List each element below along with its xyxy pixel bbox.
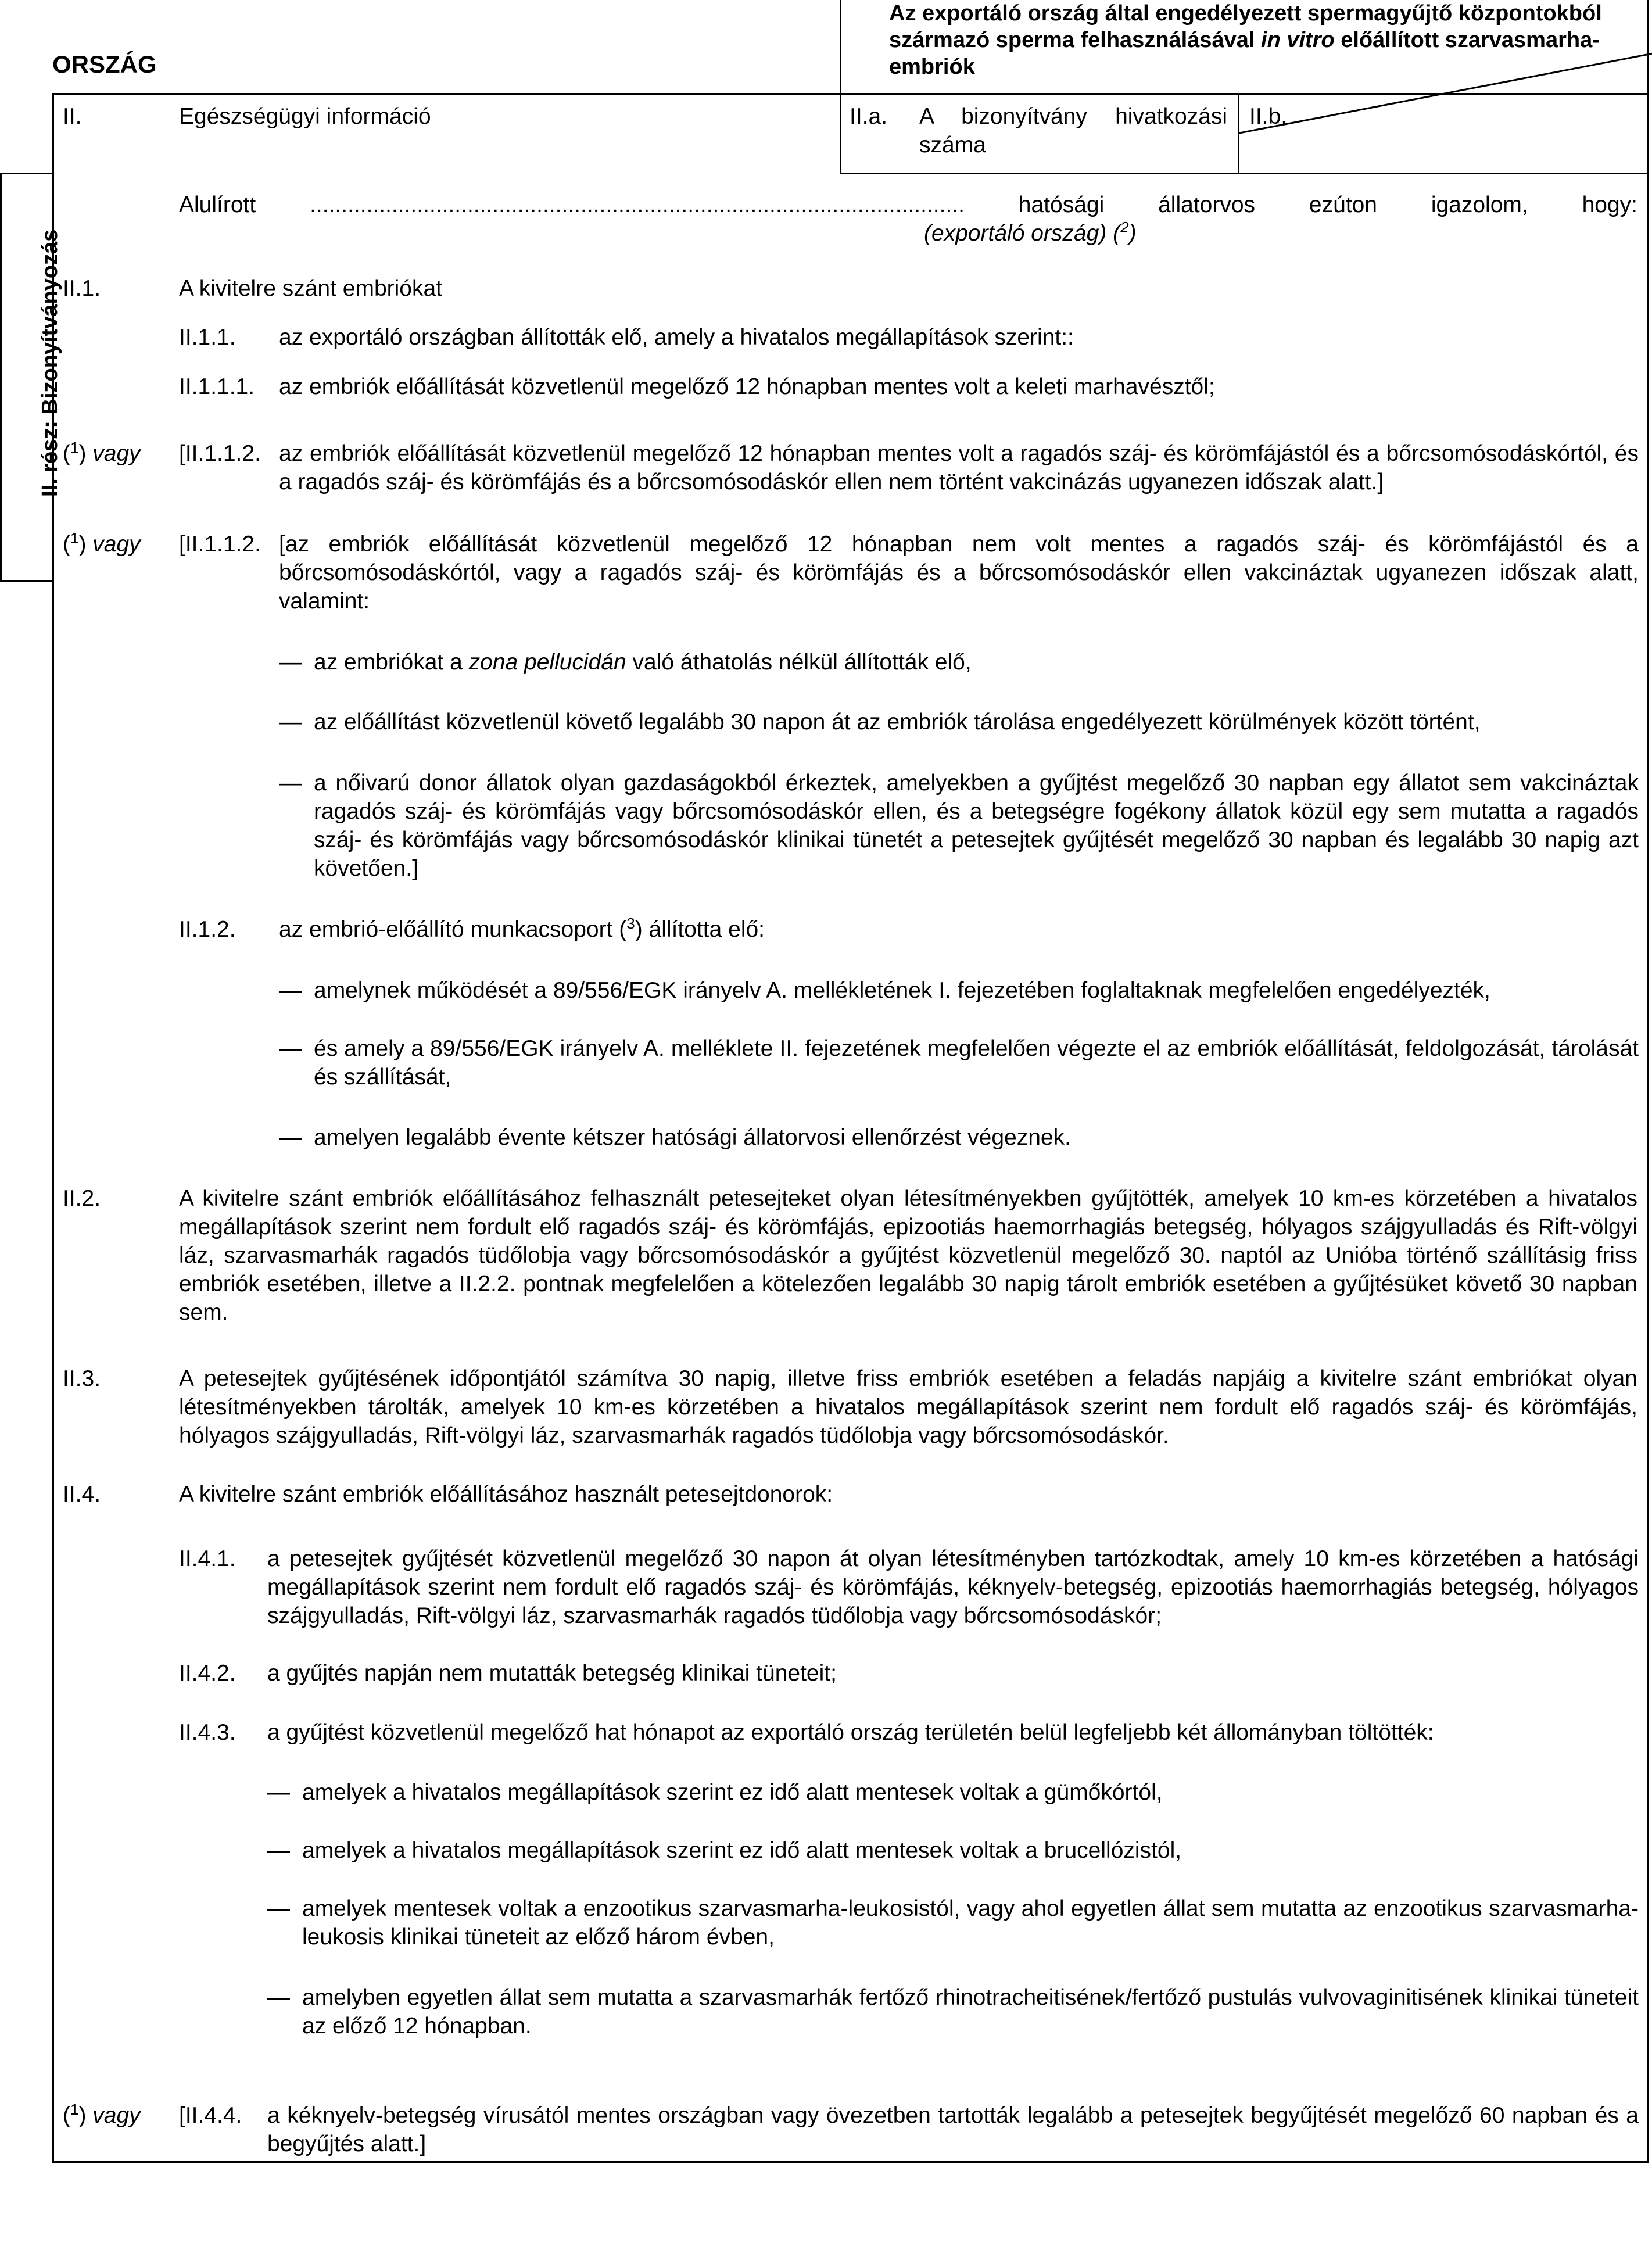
dash-marker: —	[279, 650, 302, 675]
certificate-title: Az exportáló ország által engedélyezett spermagyűjtő központokból származó sperma felhasználásával in vitro előállított szarvasmarha-embriók	[889, 1, 1602, 79]
item-id: [II.1.1.2.	[179, 441, 261, 466]
intro-sub: (exportáló ország) ($^2$)	[924, 218, 1137, 246]
item-text: az embriók előállítását közvetlenül megelőző 12 hónapban mentes volt a keleti marhavésztől;	[279, 374, 1215, 399]
item-text: a kéknyelv-betegség vírusától mentes országban vagy övezetben tartották legalább a petesejtek begyűjtését megelőző 60 napban és a begyűjtés alatt.]	[267, 2103, 1639, 2156]
dash-marker: —	[267, 1780, 290, 1805]
dash-marker: —	[267, 1838, 290, 1863]
dash-marker: —	[279, 1125, 302, 1150]
item-id: II.4.3.	[179, 1720, 236, 1745]
dash-item: amelyen legalább évente kétszer hatósági állatorvosi ellenőrzést végeznek.	[314, 1125, 1071, 1150]
item-id: II.2.	[63, 1186, 101, 1211]
dash-item: az előállítást közvetlenül követő legalább 30 napon át az embriók tárolása engedélyezett körülmények között történt,	[314, 710, 1481, 735]
dash-marker: —	[279, 771, 302, 796]
item-text: az embrió-előállító munkacsoport ($^3$) állította elő:	[279, 915, 765, 942]
option-marker: ($^1$) vagy	[63, 2101, 141, 2128]
dash-item: amelyben egyetlen állat sem mutatta a szarvasmarhák fertőző rhinotracheitisének/fertőző pustulás vulvovaginitisének klinikai tüneteit az előző 12 hónapban.	[302, 1985, 1639, 2038]
reference-label: II.a.	[850, 104, 888, 129]
item-text: a petesejtek gyűjtését közvetlenül megelőző 30 napon át olyan létesítményben tartózkodtak, amely 10 km-es körzetében a hatósági megállapítások szerint nem fordult elő ragadós száj- és körömfájás, kéknyelv-betegség, epizootiás haemorrhagiás betegség, hólyagos szájgyulladás, Rift-völgyi láz, szarvasmarhák ragadós tüdőlobja vagy bőrcsomósodáskór;	[267, 1546, 1639, 1628]
item-id: II.4.2.	[179, 1661, 236, 1686]
item-id: [II.4.4.	[179, 2103, 242, 2128]
item-text: a gyűjtés napján nem mutatták betegség klinikai tüneteit;	[267, 1661, 837, 1686]
reference-text: A bizonyítvány hivatkozási száma	[919, 104, 1227, 157]
item-id: II.4.1.	[179, 1546, 236, 1571]
dash-item: amelyek a hivatalos megállapítások szerint ez idő alatt mentesek voltak a brucellózistól,	[302, 1838, 1182, 1863]
item-id: II.1.1.1.	[179, 374, 255, 399]
country-label: ORSZÁG	[52, 51, 157, 78]
dash-item: az embriókat a zona pellucidán való áthatolás nélkül állították elő,	[314, 650, 972, 675]
item-id: II.1.1.	[179, 325, 236, 350]
dash-item: amelynek működését a 89/556/EGK irányelv A. mellékletének I. fejezetében foglaltaknak megfelelően engedélyezték,	[314, 978, 1490, 1003]
dash-item: és amely a 89/556/EGK irányelv A. melléklete II. fejezetének megfelelően végezte el az embriók előállítását, feldolgozását, tárolását és szállítását,	[314, 1036, 1639, 1090]
item-id: II.4.	[63, 1482, 101, 1507]
item-id: II.3.	[63, 1366, 101, 1391]
item-text: A kivitelre szánt embriók előállításához használt petesejtdonorok:	[179, 1482, 833, 1507]
dash-marker: —	[267, 1985, 290, 2010]
item-text: a gyűjtést közvetlenül megelőző hat hónapot az exportáló ország területén belül legfeljebb két állományban töltötték:	[267, 1720, 1434, 1745]
dash-marker: —	[279, 978, 302, 1003]
dash-marker: —	[279, 1036, 302, 1061]
item-text: A kivitelre szánt embriókat	[179, 276, 443, 301]
option-marker: ($^1$) vagy	[63, 439, 141, 466]
item-text: A petesejtek gyűjtésének időpontjától számítva 30 napig, illetve friss embriók esetében a feladás napjáig a kivitelre szánt embriókat olyan létesítményekben tárolták, amelyek 10 km-es körzetében a hivatalos megállapítások szerint nem fordult elő ragadós száj- és körömfájás, hólyagos szájgyulladás, Rift-völgyi láz, szarvasmarhák ragadós tüdőlobja vagy bőrcsomósodáskór.	[179, 1366, 1637, 1448]
item-text: az embriók előállítását közvetlenül megelőző 12 hónapban mentes volt a ragadós száj- és körömfájástól és a bőrcsomósodáskórtól, és a ragadós száj- és körömfájás és a bőrcsomósodáskór ellen nem történt vakcinázás ugyanezen időszak alatt.]	[279, 441, 1639, 495]
item-id: II.1.	[63, 276, 101, 301]
item-id: II.1.2.	[179, 917, 236, 942]
dash-item: amelyek mentesek voltak a enzootikus szarvasmarha-leukosistól, vagy ahol egyetlen állat sem mutatta az enzootikus szarvasmarha-leukosis klinikai tüneteit az előző három évben,	[302, 1896, 1639, 1950]
item-text: [az embriók előállítását közvetlenül megelőző 12 hónapban nem volt mentes a ragadós száj- és körömfájástól és a bőrcsomósodáskórtól, vagy a ragadós száj- és körömfájás és a bőrcsomósodáskór ellen vakcináztak ugyanezen időszak alatt, valamint:	[279, 532, 1639, 614]
item-text: az exportáló országban állították elő, amely a hivatalos megállapítások szerint::	[279, 325, 1074, 350]
item-id: [II.1.1.2.	[179, 532, 261, 557]
section-title: Egészségügyi információ	[179, 104, 431, 129]
intro-line: Alulírott ........................................................................................................ hatósági állatorvos ezúton igazolom, hogy:	[179, 192, 1637, 217]
item-text: A kivitelre szánt embriók előállításához felhasznált petesejteket olyan létesítményekben gyűjtötték, amelyek 10 km-es körzetében a hivatalos megállapítások szerint nem fordult elő ragadós száj- és körömfájás, epizootiás haemorrhagiás betegség, hólyagos szájgyulladás és Rift-völgyi láz, szarvasmarhák ragadós tüdőlobja vagy bőrcsomósodáskór a gyűjtést közvetlenül megelőző 30. naptól az Unióba történő szállításig friss embriók esetében, illetve a II.2.2. pontnak megfelelően a kötelezően legalább 30 napig tárolt embriók esetében a gyűjtésüket követő 30 napban sem.	[179, 1186, 1637, 1325]
option-marker: ($^1$) vagy	[63, 529, 141, 557]
dash-item: amelyek a hivatalos megállapítások szerint ez idő alatt mentesek voltak a gümőkórtól,	[302, 1780, 1163, 1805]
dash-marker: —	[279, 710, 302, 735]
side-label: II. rész: Bizonyítványozás	[38, 229, 62, 497]
section-number: II.	[63, 104, 82, 129]
dash-item: a nőivarú donor állatok olyan gazdaságokból érkeztek, amelyekben a gyűjtést megelőző 30 napban egy állatot sem vakcináztak ragadós száj- és körömfájás vagy bőrcsomósodáskór ellen, és a betegségre fogékony állatok közül egy sem mutatta a ragadós száj- és körömfájás vagy bőrcsomósodáskór klinikai tünetét a petesejtek gyűjtését megelőző 30 napban és legalább 30 napig azt követően.]	[314, 771, 1639, 881]
iib-label: II.b.	[1249, 104, 1288, 129]
dash-marker: —	[267, 1896, 290, 1921]
